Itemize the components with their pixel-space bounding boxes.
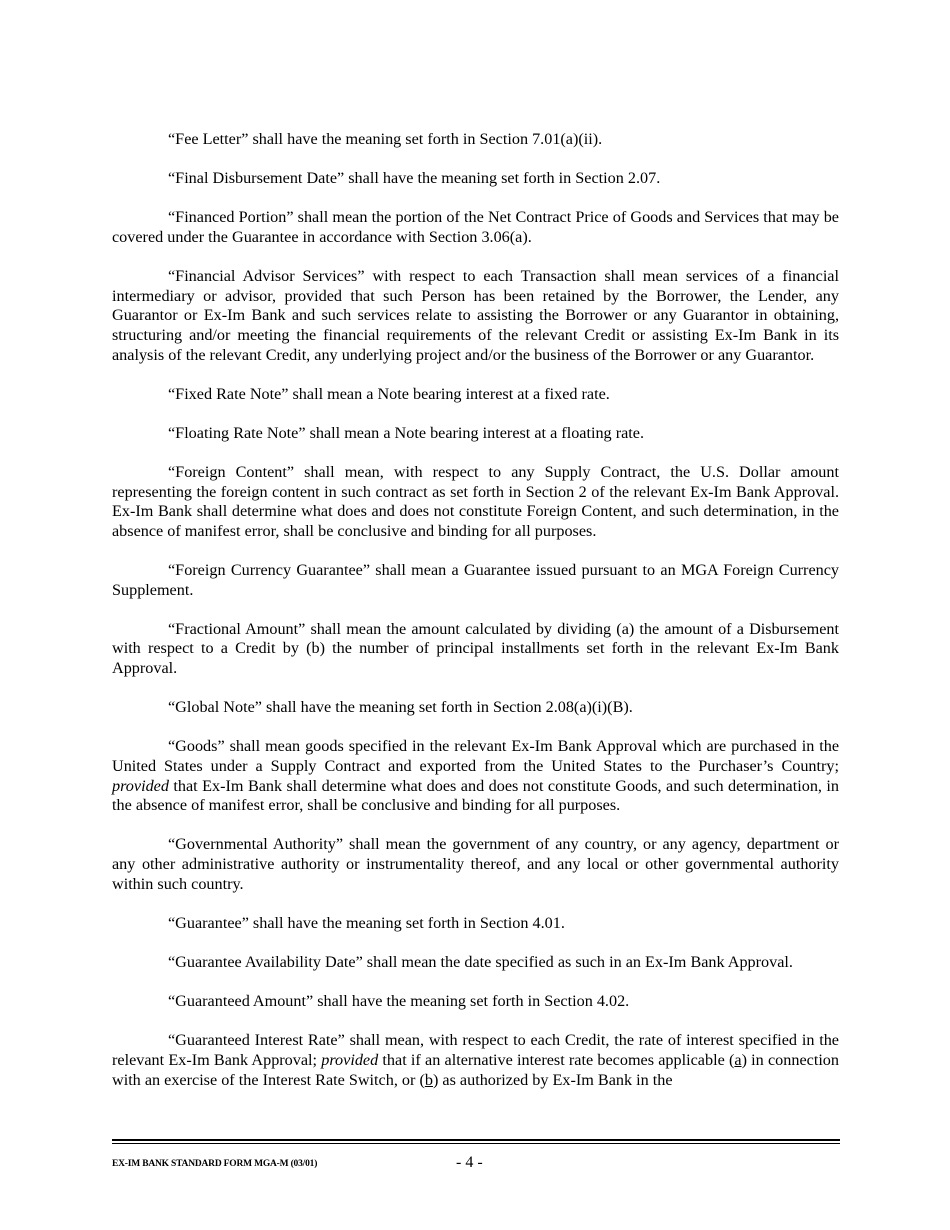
page-number: - 4 - <box>456 1154 483 1171</box>
definition-foreign-currency-guarantee: “Foreign Currency Guarantee” shall mean a Guarantee issued pursuant to an MGA Foreign Currency Supplement. <box>112 561 839 599</box>
definition-final-disbursement-date: “Final Disbursement Date” shall have the meaning set forth in Section 2.07. <box>168 169 661 188</box>
definition-financial-advisor-services: “Financial Advisor Services” with respect to each Transaction shall mean services of a financial intermediary or advisor, provided that such Person has been retained by the Borrower, the Lender, any Guarantor or Ex-Im Bank and such services relate to assisting the Borrower or any Guarantor in obtaining, structuring and/or meeting the financial requirements of the relevant Credit or assisting Ex-Im Bank in its analysis of the relevant Credit, any underlying project and/or the business of the Borrower or any Guarantor. <box>112 267 839 364</box>
goods-text-after: that Ex-Im Bank shall determine what does and does not constitute Goods, and such determination, in the absence of manifest error, shall be conclusive and binding for all purposes. <box>112 776 839 815</box>
definition-fractional-amount: “Fractional Amount” shall mean the amount calculated by dividing (a) the amount of a Disbursement with respect to a Credit by (b) the number of principal installments set forth in the relevant Ex-Im Bank Approval. <box>112 619 839 678</box>
footer-rule-thin <box>112 1143 840 1144</box>
gir-text-mid2: ) in connection with an exercise of the Interest Rate Switch, or ( <box>112 1050 839 1089</box>
goods-text-before: “Goods” shall mean goods specified in the relevant Ex-Im Bank Approval which are purchased in the United States under a Supply Contract and exported from the United States to the Purchaser’s Country; <box>112 737 839 775</box>
definition-global-note: “Global Note” shall have the meaning set forth in Section 2.08(a)(i)(B). <box>168 698 633 717</box>
footer-rule-thick <box>112 1139 840 1141</box>
definition-guarantee: “Guarantee” shall have the meaning set forth in Section 4.01. <box>168 913 565 932</box>
goods-provided-italic: provided <box>112 776 169 795</box>
gir-provided-italic: provided <box>321 1050 379 1069</box>
definition-guarantee-availability-date: “Guarantee Availability Date” shall mean the date specified as such in an Ex-Im Bank Approval. <box>168 952 793 971</box>
definition-goods <box>112 737 839 815</box>
definition-floating-rate-note: “Floating Rate Note” shall mean a Note bearing interest at a floating rate. <box>168 423 645 442</box>
definition-fee-letter: “Fee Letter” shall have the meaning set forth in Section 7.01(a)(ii). <box>168 130 603 148</box>
gir-underline-b: b <box>424 1070 433 1089</box>
definition-foreign-content: “Foreign Content” shall mean, with respect to any Supply Contract, the U.S. Dollar amount representing the foreign content in such contract as set forth in Section 2 of the relevant Ex-Im Bank Approval. Ex-Im Bank shall determine what does and does not constitute Foreign Content, and such determination, in the absence of manifest error, shall be conclusive and binding for all purposes. <box>112 463 839 540</box>
definition-guaranteed-interest-rate <box>112 1031 839 1090</box>
definition-guaranteed-amount: “Guaranteed Amount” shall have the meaning set forth in Section 4.02. <box>168 992 630 1011</box>
definition-governmental-authority: “Governmental Authority” shall mean the government of any country, or any agency, department or any other administrative authority or instrumentality thereof, and any local or other governmental authority within such country. <box>112 835 839 893</box>
gir-text-before: “Guaranteed Interest Rate” shall mean, with respect to each Credit, the rate of interest specified in the relevant Ex-Im Bank Approval; <box>112 1031 839 1069</box>
gir-underline-a: a <box>734 1050 742 1069</box>
footer-form-label: EX-IM BANK STANDARD FORM MGA-M (03/01) <box>112 1159 318 1169</box>
gir-text-after: ) as authorized by Ex-Im Bank in the <box>432 1070 673 1089</box>
gir-text-mid1: that if an alternative interest rate becomes applicable ( <box>378 1050 735 1069</box>
document-body <box>112 130 839 1110</box>
definition-fixed-rate-note: “Fixed Rate Note” shall mean a Note bearing interest at a fixed rate. <box>168 384 610 403</box>
definition-financed-portion: “Financed Portion” shall mean the portion of the Net Contract Price of Goods and Services that may be covered under the Guarantee in accordance with Section 3.06(a). <box>112 208 839 246</box>
